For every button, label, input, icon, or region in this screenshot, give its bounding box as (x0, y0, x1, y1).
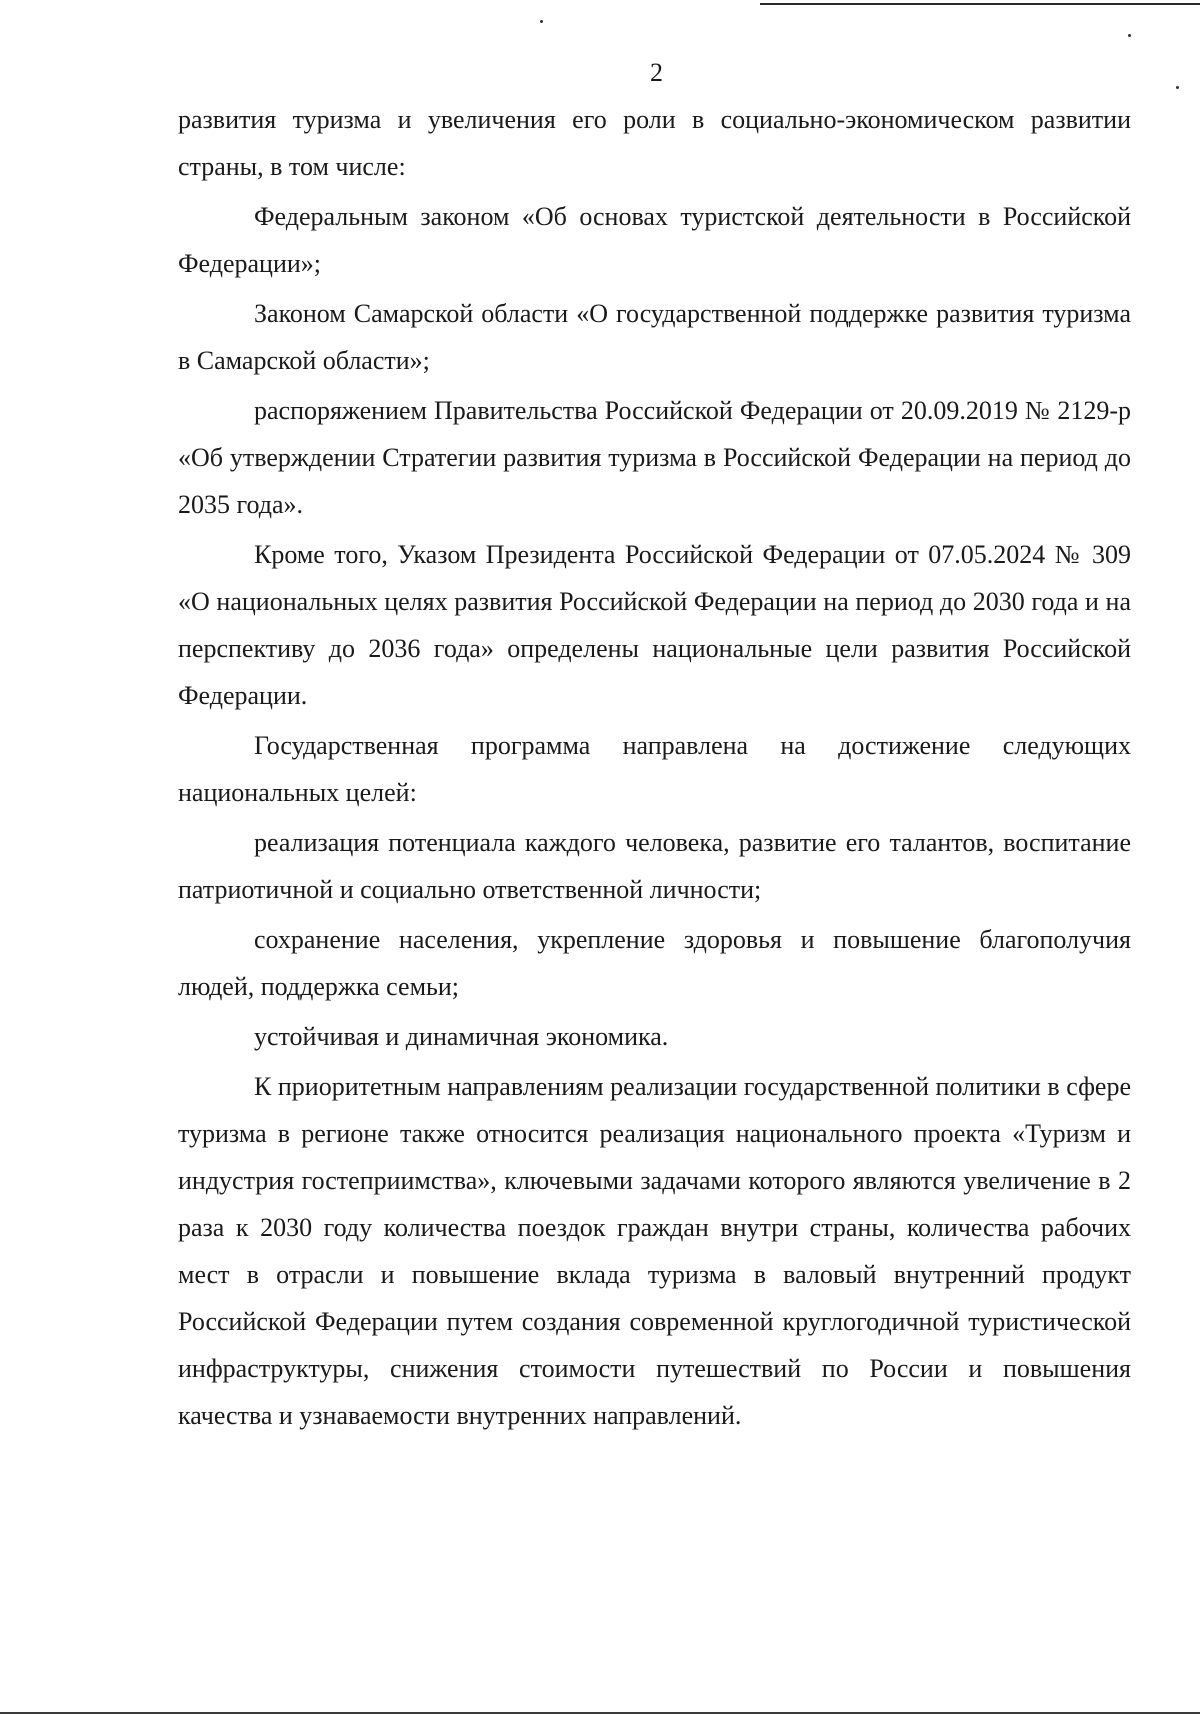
paragraph-goal-potential: реализация потенциала каждого человека, развитие его талантов, воспитание патриотичной и социально ответственной личности; (178, 828, 1131, 904)
paragraph-goal-economy: устойчивая и динамичная экономика. (254, 1022, 669, 1051)
paragraph-goal-population: сохранение населения, укрепление здоровья и повышение благополучия людей, поддержка семьи; (178, 925, 1131, 1001)
scan-speck (540, 20, 543, 23)
paragraph-national-project: К приоритетным направлениям реализации государственной политики в сфере туризма в регионе также относится реализация национального проекта «Туризм и индустрия гостеприимства», ключевыми задачами которого являются увеличение в 2 раза к 2030 году количества поездок граждан внутри страны, количества рабочих мест в отрасли и повышение вклада туризма в валовый внутренний продукт Российской Федерации путем создания современной круглогодичной туристической инфраструктуры, снижения стоимости путешествий по России и повышения качества и узнаваемости внутренних направлений. (178, 1072, 1131, 1430)
document-body (178, 96, 1131, 1439)
paragraph-government-order: распоряжением Правительства Российской Федерации от 20.09.2019 № 2129-р «Об утверждении Стратегии развития туризма в Российской Федерации на период до 2035 года». (178, 396, 1131, 519)
paragraph-presidential-decree: Кроме того, Указом Президента Российской Федерации от 07.05.2024 № 309 «О национальных целях развития Российской Федерации на период до 2030 года и на перспективу до 2036 года» определены национальные цели развития Российской Федерации. (178, 540, 1131, 710)
paragraph-program-goals: Государственная программа направлена на достижение следующих национальных целей: (178, 731, 1131, 807)
page-number: 2 (650, 58, 663, 87)
scan-edge-line (760, 3, 1200, 5)
paragraph-continuation: развития туризма и увеличения его роли в социально-экономическом развитии страны, в том числе: (178, 105, 1131, 181)
paragraph-samara-law: Законом Самарской области «О государственной поддержке развития туризма в Самарской области»; (178, 299, 1131, 375)
paragraph-federal-law: Федеральным законом «Об основах туристской деятельности в Российской Федерации»; (178, 202, 1131, 278)
scan-speck (1128, 34, 1131, 37)
